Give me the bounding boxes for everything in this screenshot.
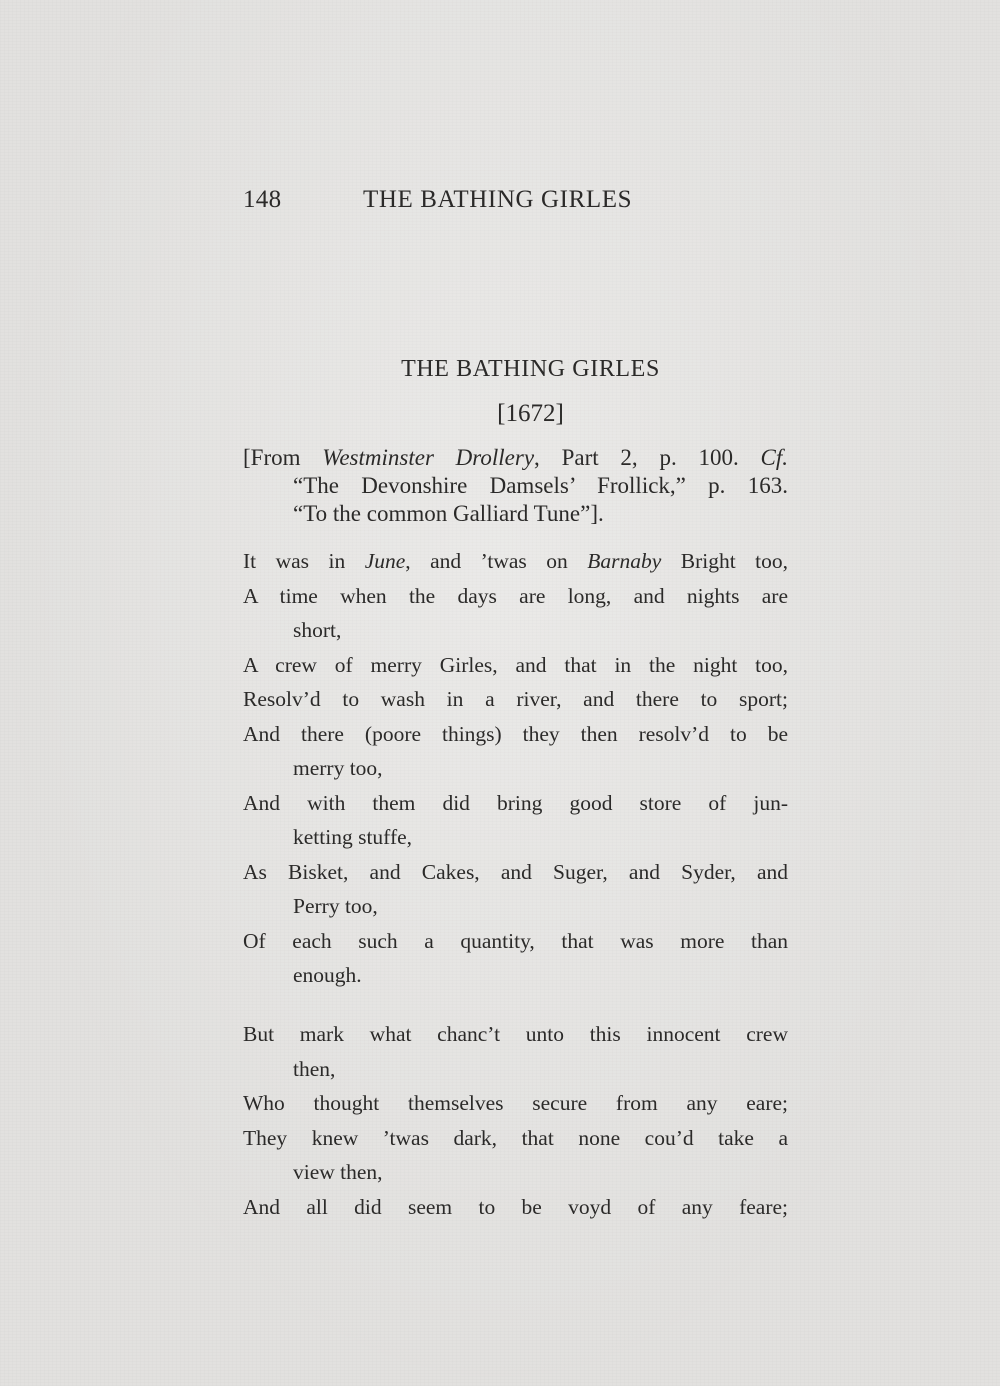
poem-date: [1672] xyxy=(497,400,564,427)
stanza-1 xyxy=(243,544,788,993)
running-title: THE BATHING GIRLES xyxy=(363,186,633,213)
verse-line-continuation: then, xyxy=(293,1056,336,1081)
verse-text: Bright too, xyxy=(661,549,789,573)
verse-italic: June xyxy=(364,549,406,573)
source-line-2: “The Devonshire Damsels’ Frollick,” p. 163. xyxy=(293,473,788,498)
source-text: , Part 2, p. 100. xyxy=(534,445,761,470)
poem-title: THE BATHING GIRLES xyxy=(401,356,660,382)
source-cf: Cf. xyxy=(760,445,789,470)
source-line-3: “To the common Galliard Tune”]. xyxy=(293,501,604,526)
verse-line: As Bisket, and Cakes, and Suger, and Syder, and xyxy=(243,859,788,884)
verse-line xyxy=(243,544,788,579)
source-text: [From xyxy=(243,445,323,470)
verse-line: Resolv’d to wash in a river, and there to sport; xyxy=(243,687,788,711)
stanza-2 xyxy=(243,1017,788,1224)
running-head xyxy=(243,186,788,218)
verse-line-continuation: Perry too, xyxy=(293,894,378,918)
verse-line-continuation: short, xyxy=(293,618,342,642)
verse-text: , and ’twas on xyxy=(405,549,588,573)
verse-line-continuation: enough. xyxy=(293,963,362,987)
verse-line: And there (poore things) they then resolv’d to be xyxy=(243,721,788,746)
verse-line: And all did seem to be voyd of any feare; xyxy=(243,1194,788,1219)
verse-line: A time when the days are long, and nights are xyxy=(243,583,788,608)
verse-text: It was in xyxy=(243,549,365,573)
source-line-1 xyxy=(243,444,788,472)
verse-line: Who thought themselves secure from any eare; xyxy=(243,1091,788,1115)
verse-line: A crew of merry Girles, and that in the night too, xyxy=(243,652,788,677)
verse-line: But mark what chanc’t unto this innocent crew xyxy=(243,1022,788,1046)
verse-line: Of each such a quantity, that was more than xyxy=(243,928,788,953)
verse-line-continuation: view then, xyxy=(293,1160,383,1184)
verse-line: They knew ’twas dark, that none cou’d take a xyxy=(243,1125,788,1150)
verse-line-continuation: merry too, xyxy=(293,756,383,780)
verse-line: And with them did bring good store of jun- xyxy=(243,790,788,815)
source-note xyxy=(243,444,788,528)
page-number: 148 xyxy=(243,186,282,213)
verse-italic: Barnaby xyxy=(587,549,662,573)
source-book-title: Westminster Drollery xyxy=(322,445,535,470)
verse-line-continuation: ketting stuffe, xyxy=(293,825,413,849)
